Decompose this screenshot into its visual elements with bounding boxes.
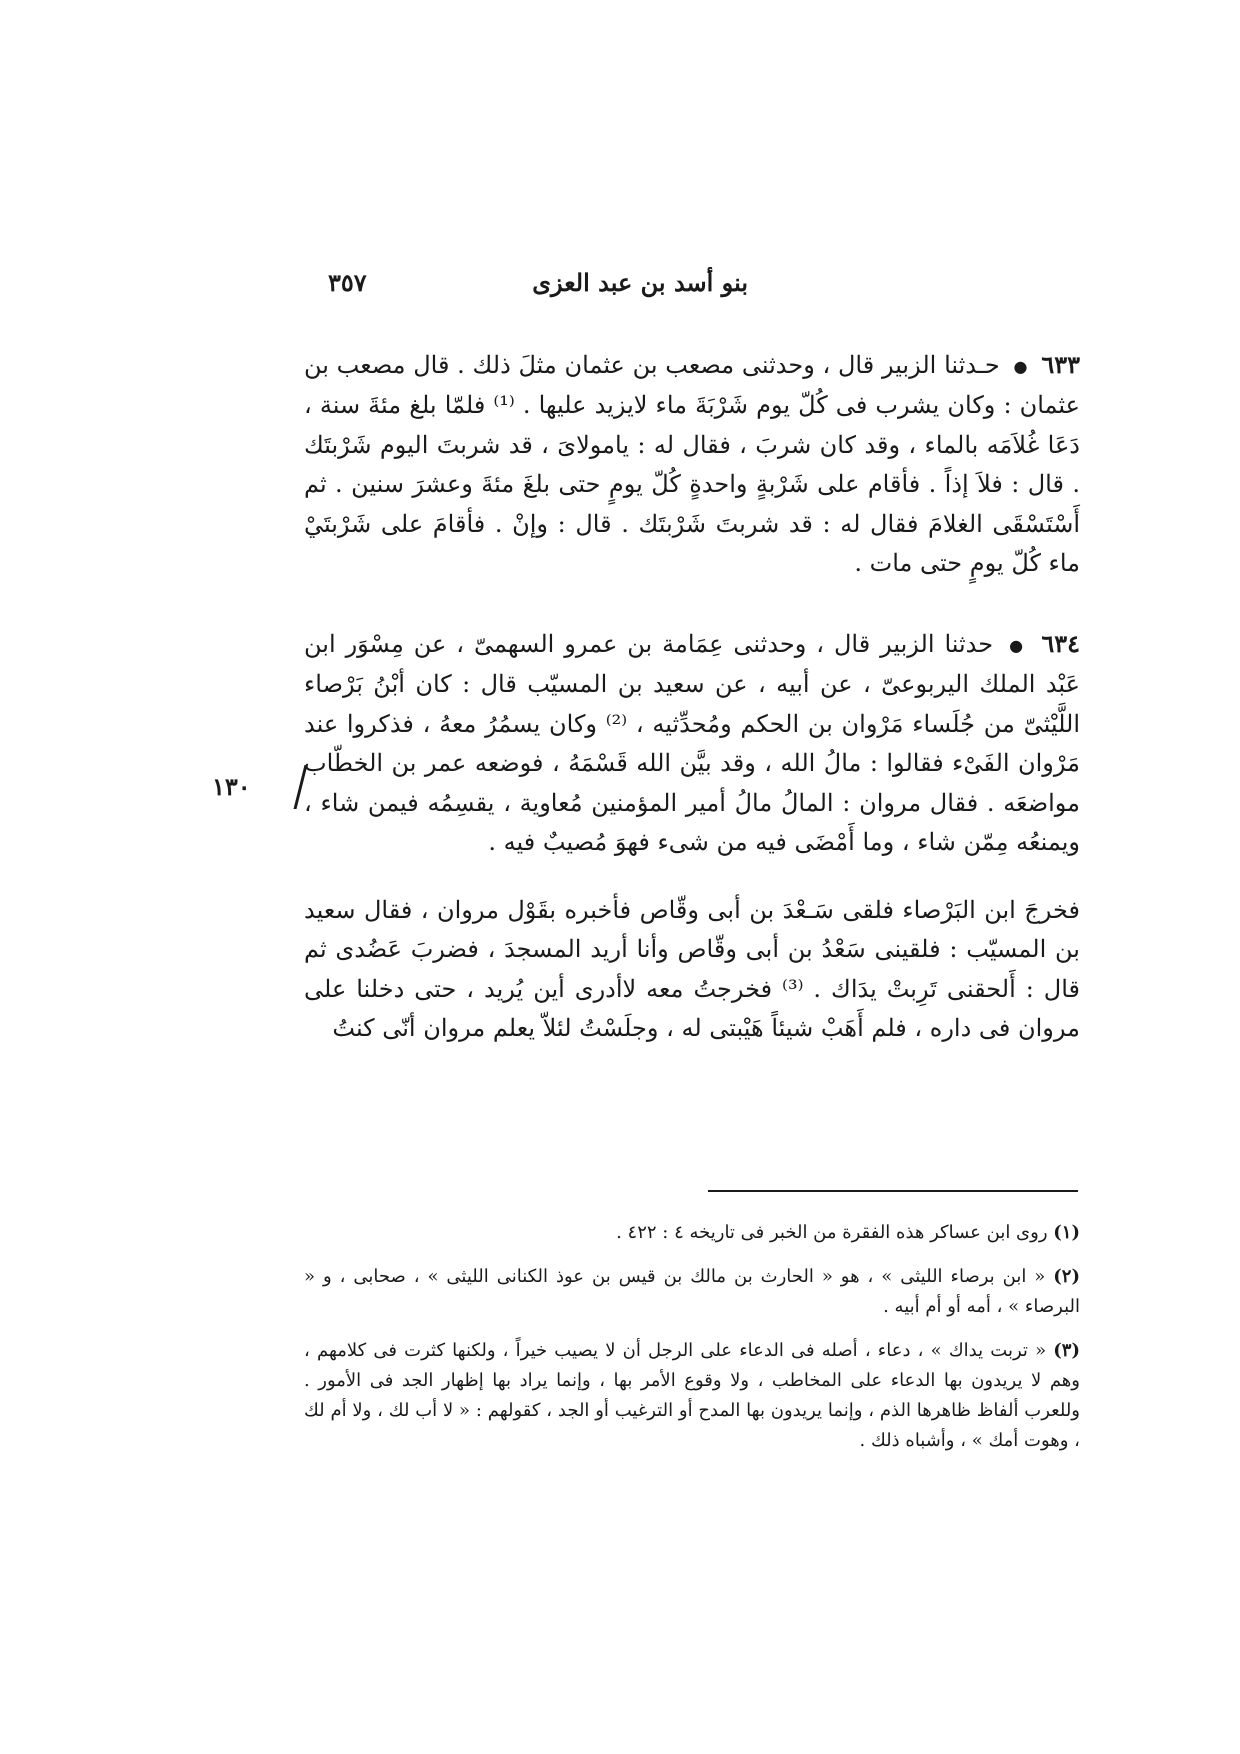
paragraph-633 bbox=[304, 345, 1080, 584]
footnote-text: « ابن برصاء الليثى » ، هو « الحارث بن مالك بن قيس بن عوذ الكنانى الليثى » ، صحابى ، و « البرصاء » ، أمه أو أم أبيه . bbox=[304, 1266, 1080, 1317]
paragraph-continuation bbox=[304, 891, 1080, 1049]
paragraph-text: فخرجَ ابن البَرْصاء فلقى سَـعْدَ بن أبى وقّاص فأخبره بقَوْل مروان ، فقال سعيد بن المسيّب : فلقينى سَعْدُ بن أبى وقّاص وأنا أريد المسجدَ ، فضربَ عَضُدى ثم قال : أَلحقنى تَرِبتْ يدَاك . ⁽³⁾ فخرجتُ معه لاأدرى أين يُريد ، حتى دخلنا على مروان فى داره ، فلم أَهَبْ شيئاً هَيْبتى له ، وجلَسْتُ لئلاّ يعلم مروان أنّى كنتُ bbox=[304, 895, 1080, 1042]
paragraph-text: حـدثنا الزبير قال ، وحدثنى مصعب بن عثمان مثلَ ذلك . قال مصعب بن عثمان : وكان يشرب فى كُلّ يوم شَرْبَةَ ماء لايزيد عليها . ⁽¹⁾ فلمّا بلغ مئةَ سنة ، دَعَا غُلاَمَه بالماء ، وقد كان شربَ ، فقال له : يامولاىَ ، قد شربتَ اليوم شَرْبتَك . قال : فلاَ إذاً . فأقام على شَرْبةٍ واحدةٍ كُلّ يومٍ حتى بلغَ مئةَ وعشرَ سنين . ثم أَسْتَسْقَى الغلامَ فقال له : قد شربتَ شَرْبتَك . قال : وإنْ . فأقامَ على شَرْبتَيْ ماء كُلّ يومٍ حتى مات . bbox=[304, 351, 1080, 578]
main-text bbox=[304, 345, 1080, 1049]
paragraph-634 bbox=[304, 624, 1080, 863]
page-number: ٣٥٧ bbox=[328, 268, 367, 297]
footnote-number: (٣) bbox=[1053, 1340, 1080, 1361]
paragraph-number: ٦٣٤ bbox=[1041, 628, 1080, 658]
page-header bbox=[318, 268, 768, 308]
footnote-text: روى ابن عساكر هذه الفقرة من الخبر فى تاريخه ٤ : ٤٢٢ . bbox=[616, 1222, 1048, 1243]
paragraph-number: ٦٣٣ bbox=[1041, 350, 1080, 379]
footnote-number: (٢) bbox=[1053, 1266, 1080, 1287]
running-title: بنو أسد بن عبد العزى bbox=[532, 268, 748, 297]
bullet-icon: ● bbox=[1013, 356, 1028, 376]
footnotes bbox=[304, 1218, 1080, 1470]
bullet-icon: ● bbox=[1009, 635, 1026, 655]
footnote-1 bbox=[304, 1218, 1080, 1248]
margin-page-reference: ١٣٠ bbox=[212, 772, 251, 801]
footnote-number: (١) bbox=[1053, 1222, 1080, 1243]
footnote-2 bbox=[304, 1262, 1080, 1322]
paragraph-text: حدثنا الزبير قال ، وحدثنى عِمَامة بن عمرو السهمىّ ، عن مِسْوَر ابن عَبْد الملك اليربوعىّ ، عن أبيه ، عن سعيد بن المسيّب قال : كان أبْنُ بَرْصاء اللَّيْثىّ من جُلَساء مَرْوان بن الحكم ومُحدِّثيه ، ⁽²⁾ وكان يسمُرُ معهُ ، فذكروا عند مَرْوان الفَىْء فقالوا : مالُ الله ، وقد بيَّن الله قَسْمَهُ ، فوضعه عمر بن الخطّاب مواضعَه . فقال مروان : المالُ مالُ أمير المؤمنين مُعاوية ، يقسِمُه فيمن شاء ، ويمنعُه مِمّن شاء ، وما أَمْضَى فيه من شىء فهوَ مُصيبٌ فيه . bbox=[304, 629, 1081, 856]
footnote-text: « تربت يداك » ، دعاء ، أصله فى الدعاء على الرجل أن لا يصيب خيراً ، ولكنها كثرت فى كلامهم ، وهم لا يريدون بها الدعاء على المخاطب ، ولا وقوع الأمر بها ، وإنما يراد بها إظهار الجد فى الأمور . وللعرب ألفاظ ظاهرها الذم ، وإنما يريدون بها المدح أو الترغيب أو الجد ، كقولهم : « لا أب لك ، ولا أم لك ، وهوت أمك » ، وأشباه ذلك . bbox=[304, 1340, 1080, 1451]
footnote-3 bbox=[304, 1336, 1080, 1456]
footnote-divider bbox=[708, 1190, 1078, 1192]
